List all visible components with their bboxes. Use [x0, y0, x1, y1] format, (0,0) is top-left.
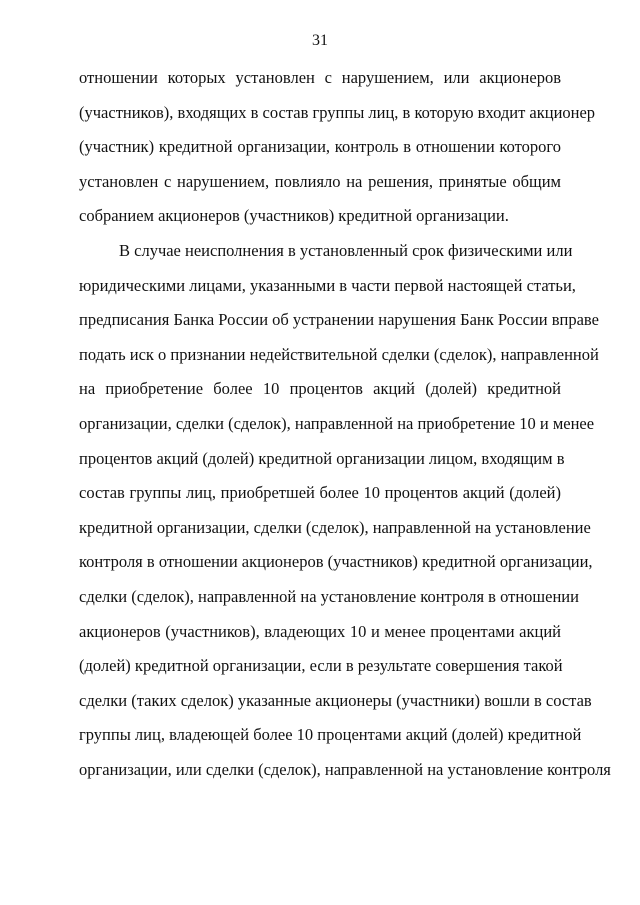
text-line: отношении которых установлен с нарушением, или акционеров	[79, 68, 561, 87]
text-line: собранием акционеров (участников) кредитной организации.	[79, 206, 509, 226]
text-line: (долей) кредитной организации, если в результате совершения такой	[79, 656, 563, 676]
text-line: группы лиц, владеющей более 10 процентами акций (долей) кредитной	[79, 725, 582, 745]
text-line: на приобретение более 10 процентов акций (долей) кредитной	[79, 379, 561, 399]
text-line: кредитной организации, сделки (сделок), направленной на установление	[79, 517, 591, 537]
text-line: В случае неисполнения в установленный срок физическими или	[119, 240, 573, 260]
text-line: (участник) кредитной организации, контроль в отношении которого	[79, 137, 561, 157]
text-line: подать иск о признании недействительной сделки (сделок), направленной	[79, 344, 599, 364]
page-number: 31	[312, 32, 328, 49]
text-line: акционеров (участников), владеющих 10 и менее процентами акций	[79, 621, 561, 641]
text-line: состав группы лиц, приобретшей более 10 процентов акций (долей)	[79, 483, 561, 503]
text-line: юридическими лицами, указанными в части первой настоящей статьи,	[79, 275, 576, 295]
text-line: сделки (сделок), направленной на установление контроля в отношении	[79, 586, 579, 606]
document-body	[79, 61, 611, 787]
text-line: организации, или сделки (сделок), направленной на установление контроля	[79, 759, 611, 779]
text-line: контроля в отношении акционеров (участников) кредитной организации,	[79, 552, 593, 572]
text-line: предписания Банка России об устранении нарушения Банк России вправе	[79, 310, 599, 330]
text-line: организации, сделки (сделок), направленной на приобретение 10 и менее	[79, 413, 595, 433]
text-line: (участников), входящих в состав группы лиц, в которую входит акционер	[79, 102, 596, 122]
text-line: сделки (таких сделок) указанные акционеры (участники) вошли в состав	[79, 690, 592, 710]
text-line: установлен с нарушением, повлияло на решения, принятые общим	[79, 171, 561, 191]
text-line: процентов акций (долей) кредитной организации лицом, входящим в	[79, 448, 565, 468]
